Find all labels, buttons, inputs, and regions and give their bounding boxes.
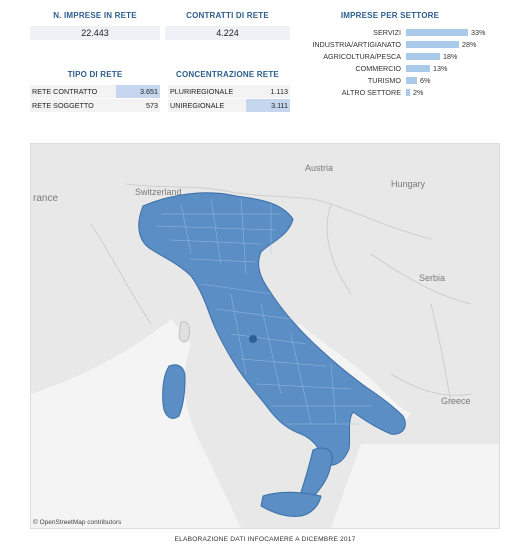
imprese-value: 22.443 [30, 26, 160, 40]
row-label: PLURIREGIONALE [168, 85, 246, 98]
sector-label: ALTRO SETTORE [341, 88, 401, 97]
rome-marker[interactable] [249, 335, 257, 343]
label-serbia: Serbia [419, 273, 446, 283]
sector-pct: 18% [443, 52, 458, 61]
row-value: 3.651 [116, 85, 160, 98]
row-value: 573 [116, 99, 160, 112]
contratti-value: 4.224 [165, 26, 290, 40]
settori-bar-chart [270, 28, 520, 108]
sector-bar[interactable] [406, 53, 440, 60]
sector-bar[interactable] [406, 65, 430, 72]
settori-title: IMPRESE PER SETTORE [340, 11, 440, 20]
row-value: 3.111 [246, 99, 290, 112]
row-label: RETE CONTRATTO [30, 85, 116, 98]
label-hungary: Hungary [391, 179, 426, 189]
footer-note: ELABORAZIONE DATI INFOCAMERE A DICEMBRE 2017 [174, 536, 356, 543]
sector-pct: 28% [462, 40, 477, 49]
map-attribution[interactable]: © OpenStreetMap contributors [33, 519, 122, 526]
sector-bar-row[interactable] [270, 64, 520, 74]
sector-bar-row[interactable] [270, 52, 520, 62]
label-austria: Austria [305, 163, 334, 173]
tipo-rete-table [30, 85, 160, 113]
sector-pct: 2% [413, 88, 424, 97]
sector-bar[interactable] [406, 89, 410, 96]
map-panel[interactable] [30, 143, 500, 529]
sector-bar-row[interactable] [270, 88, 520, 98]
sector-pct: 6% [420, 76, 431, 85]
map-svg[interactable] [31, 144, 499, 528]
sector-bar-row[interactable] [270, 76, 520, 86]
sector-bar-row[interactable] [270, 28, 520, 38]
sector-bar[interactable] [406, 77, 417, 84]
label-greece: Greece [441, 396, 471, 406]
sector-label: INDUSTRIA/ARTIGIANATO [312, 40, 401, 49]
label-switzerland: Switzerland [135, 187, 182, 197]
tipo-rete-title: TIPO DI RETE [67, 70, 123, 79]
sector-bar[interactable] [406, 29, 468, 36]
sector-label: SERVIZI [373, 28, 401, 37]
row-value: 1.113 [246, 85, 290, 98]
corsica [179, 322, 190, 342]
sector-label: AGRICOLTURA/PESCA [323, 52, 401, 61]
contratti-title: CONTRATTI DI RETE [186, 11, 269, 20]
label-france: rance [33, 193, 59, 204]
imprese-title: N. IMPRESE IN RETE [53, 11, 137, 20]
sector-pct: 13% [433, 64, 448, 73]
sector-bar[interactable] [406, 41, 459, 48]
sector-pct: 33% [471, 28, 486, 37]
sector-bar-row[interactable] [270, 40, 520, 50]
table-row[interactable] [30, 99, 160, 113]
row-label: UNIREGIONALE [168, 99, 246, 112]
concentrazione-title: CONCENTRAZIONE RETE [176, 70, 279, 79]
table-row[interactable] [30, 85, 160, 99]
sector-label: COMMERCIO [355, 64, 401, 73]
sector-label: TURISMO [367, 76, 401, 85]
row-label: RETE SOGGETTO [30, 99, 116, 112]
